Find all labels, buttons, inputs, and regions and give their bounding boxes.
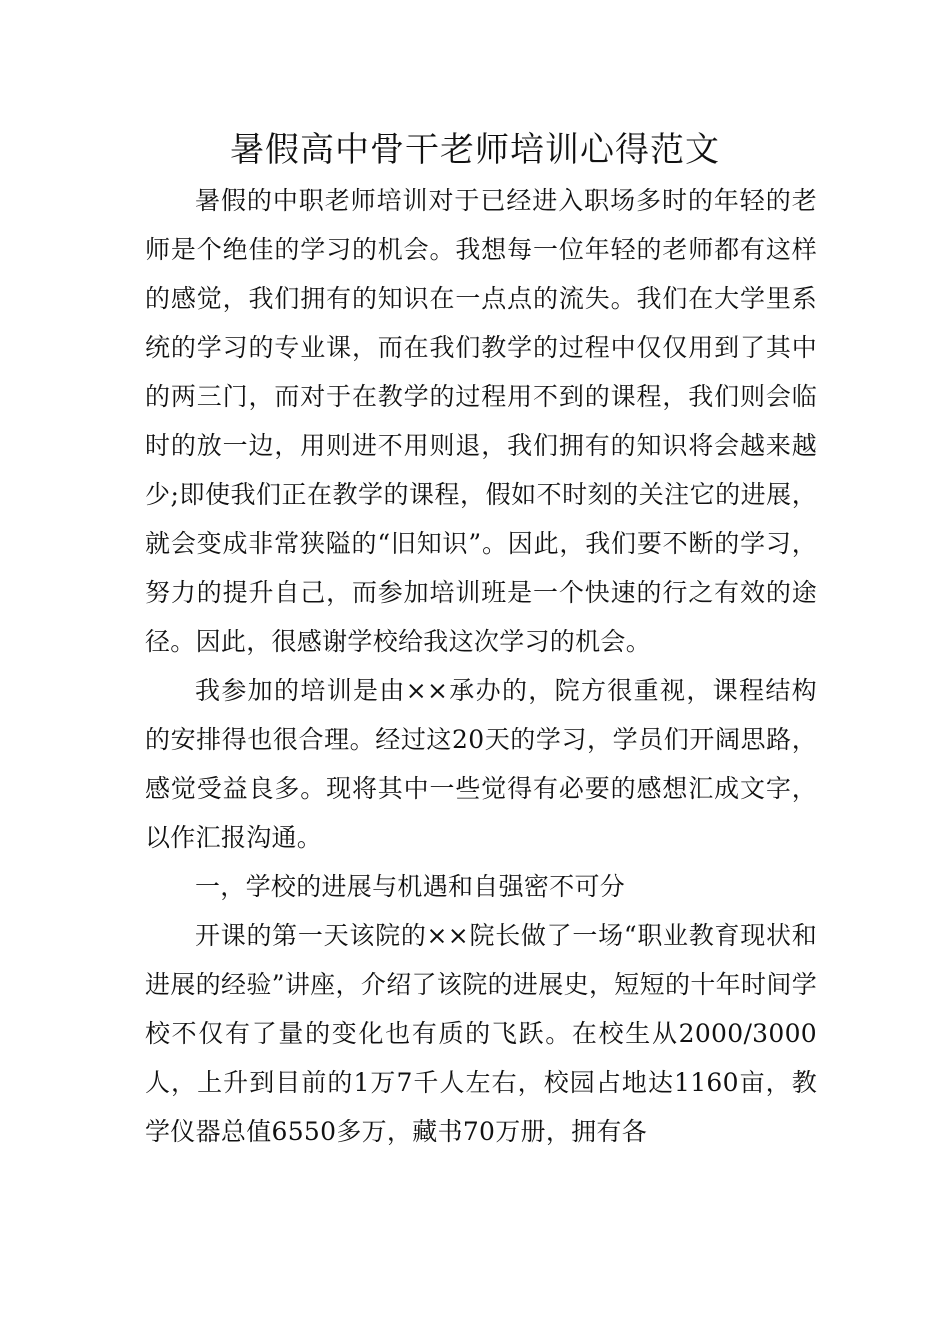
document-body: [145, 176, 817, 1156]
paragraph-training-overview: 我参加的培训是由××承办的，院方很重视，课程结构的安排得也很合理。经过这20天的学习，学员们开阔思路，感觉受益良多。现将其中一些觉得有必要的感想汇成文字，以作汇报沟通。: [145, 676, 817, 852]
paragraph-school-development: 开课的第一天该院的××院长做了一场“职业教育现状和进展的经验”讲座，介绍了该院的进展史，短短的十年时间学校不仅有了量的变化也有质的飞跃。在校生从2000/3000人，上升到目前的1万7千人左右，校园占地达1160亩，教学仪器总值6550多万，藏书70万册，拥有各: [145, 921, 817, 1146]
paragraph-intro: 暑假的中职老师培训对于已经进入职场多时的年轻的老师是个绝佳的学习的机会。我想每一位年轻的老师都有这样的感觉，我们拥有的知识在一点点的流失。我们在大学里系统的学习的专业课，而在我们教学的过程中仅仅用到了其中的两三门，而对于在教学的过程用不到的课程，我们则会临时的放一边，用则进不用则退，我们拥有的知识将会越来越少;即使我们正在教学的课程，假如不时刻的关注它的进展，就会变成非常狭隘的“旧知识”。因此，我们要不断的学习，努力的提升自己，而参加培训班是一个快速的行之有效的途径。因此，很感谢学校给我这次学习的机会。: [145, 186, 817, 656]
section-heading-1: 一，学校的进展与机遇和自强密不可分: [195, 872, 626, 901]
document-title: 暑假高中骨干老师培训心得范文: [230, 130, 720, 170]
